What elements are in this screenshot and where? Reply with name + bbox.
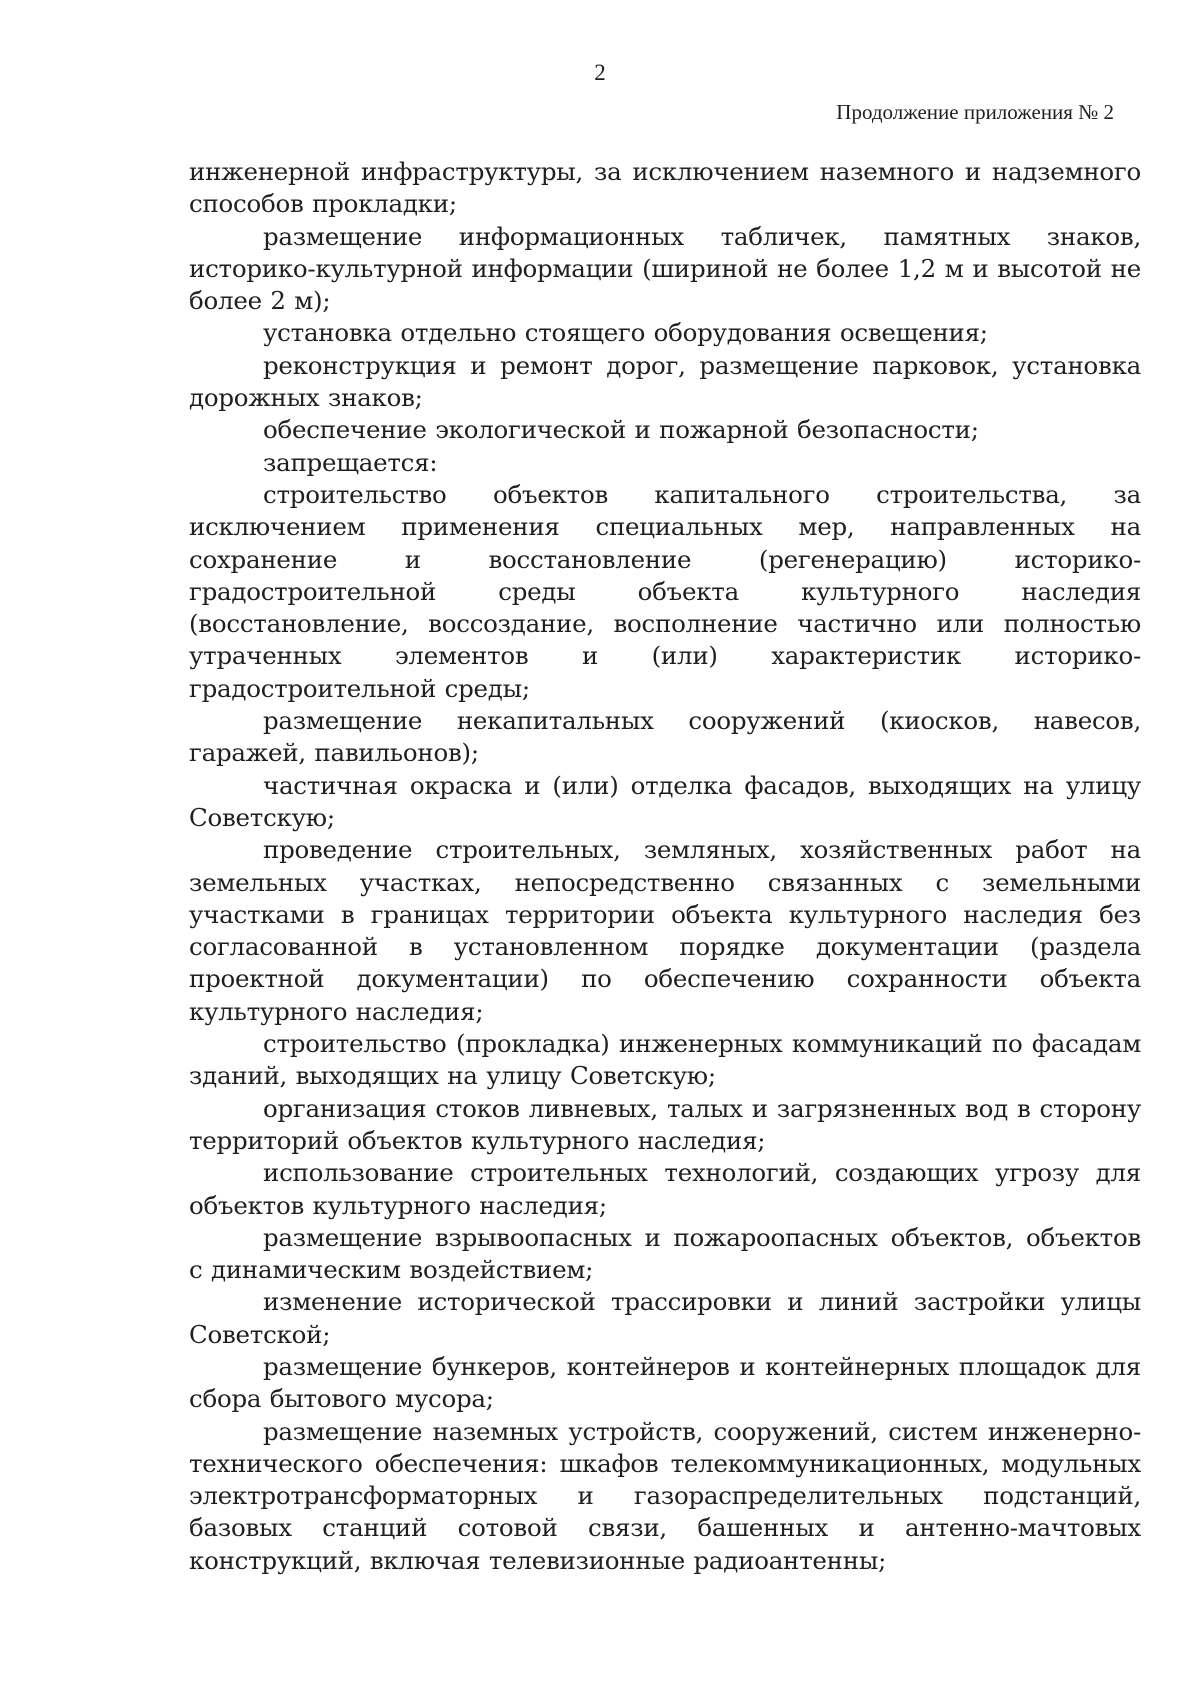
paragraph-info-plates: размещение информационных табличек, памятных знаков, историко-культурной информации (шириной не более 1,2 м и высотой не более 2 м);	[189, 221, 1141, 316]
document-body	[189, 156, 1141, 1577]
appendix-continuation-note: Продолжение приложения № 2	[836, 100, 1114, 124]
paragraph-facade-painting: частичная окраска и (или) отделка фасадов, выходящих на улицу Советскую;	[189, 770, 1141, 832]
paragraph-earthworks: проведение строительных, земляных, хозяйственных работ на земельных участках, непосредственно связанных с земельными участками в границах территории объекта культурного наследия без согласованной в установленном порядке документации (раздела проектной документации) по обеспечению сохранности объекта культурного наследия;	[189, 835, 1141, 1026]
paragraph-non-capital-structures: размещение некапитальных сооружений (киосков, навесов, гаражей, павильонов);	[189, 706, 1141, 768]
page-number: 2	[594, 60, 606, 85]
paragraph-hazardous-objects: размещение взрывоопасных и пожароопасных объектов, объектов с динамическим воздействием;	[189, 1222, 1141, 1285]
paragraph-lighting: установка отдельно стоящего оборудования освещения;	[263, 318, 988, 348]
paragraph-waste-containers: размещение бункеров, контейнеров и контейнерных площадок для сбора бытового мусора;	[189, 1351, 1141, 1414]
paragraph-utility-infrastructure: инженерной инфраструктуры, за исключением наземного и надземного способов прокладки;	[189, 157, 1141, 219]
paragraph-drainage: организация стоков ливневых, талых и загрязненных вод в сторону территорий объектов культурного наследия;	[189, 1093, 1141, 1155]
paragraph-prohibited-heading: запрещается:	[263, 447, 438, 477]
paragraph-safety: обеспечение экологической и пожарной безопасности;	[263, 415, 979, 445]
paragraph-roads: реконструкция и ремонт дорог, размещение парковок, установка дорожных знаков;	[189, 350, 1141, 413]
paragraph-capital-construction: строительство объектов капитального строительства, за исключением применения специальных мер, направленных на сохранение и восстановление (регенерацию) историко-градостроительной среды объекта культурного наследия (восстановление, воссоздание, восполнение частично или полностью утраченных элементов и (или) характеристик историко-градостроительной среды;	[189, 479, 1141, 703]
paragraph-street-layout: изменение исторической трассировки и линий застройки улицы Советской;	[189, 1287, 1141, 1349]
paragraph-engineering-devices: размещение наземных устройств, сооружений, систем инженерно-технического обеспечения: шкафов телекоммуникационных, модульных электротрансформаторных и газораспределительных подстанций, базовых станций сотовой связи, башенных и антенно-мачтовых конструкций, включая телевизионные радиоантенны;	[189, 1416, 1141, 1575]
paragraph-utility-facades: строительство (прокладка) инженерных коммуникаций по фасадам зданий, выходящих на улицу Советскую;	[189, 1029, 1141, 1091]
paragraph-construction-tech: использование строительных технологий, создающих угрозу для объектов культурного наследия;	[189, 1158, 1141, 1220]
